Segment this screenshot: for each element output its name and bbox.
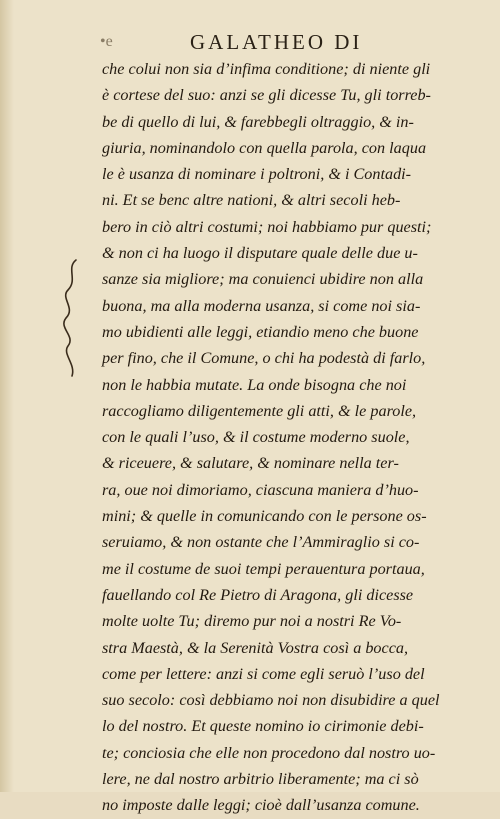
text-line: buona, ma alla moderna usanza, si come noi sia- [102, 296, 421, 315]
text-line: non le habbia mutate. La onde bisogna che noi [102, 375, 407, 394]
text-line: giuria, nominandolo con quella parola, con laqua [102, 138, 427, 157]
text-line: mo ubidienti alle leggi, etiandio meno che buone [102, 322, 419, 341]
running-title: GALATHEO DI [190, 30, 363, 54]
text-line: be di quello di lui, & farebbegli oltraggio, & in- [102, 112, 414, 131]
text-line: stra Maestà, & la Serenità Vostra così a bocca, [102, 638, 409, 657]
running-header [100, 30, 450, 58]
text-line: seruiamo, & non ostante che l’Ammiraglio si co- [102, 533, 420, 552]
text-line: & non ci ha luogo il disputare quale delle due u- [102, 244, 418, 263]
text-line: mini; & quelle in comunicando con le persone os- [102, 507, 427, 526]
text-line: raccogliamo diligentemente gli atti, & le parole, [102, 401, 417, 420]
text-line: sanze sia migliore; ma conuienci ubidire non alla [102, 270, 424, 289]
text-line: lo del nostro. Et queste nomino io cirimonie debi- [102, 717, 424, 736]
text-line: è cortese del suo: anzi se gli dicesse Tu, gli torreb- [102, 86, 431, 105]
text-line: lere, ne dal nostro arbitrio liberamente; ma ci sò [102, 770, 419, 789]
text-line: per fino, che il Comune, o chi ha podestà di farlo, [102, 349, 426, 368]
body-text [102, 56, 470, 819]
page-gutter-edge [0, 0, 14, 792]
text-line: molte uolte Tu; diremo pur noi a nostri Re Vo- [102, 612, 402, 631]
text-line: te; conciosia che elle non procedono dal nostro uo- [102, 743, 436, 762]
text-line: con le quali l’uso, & il costume moderno suole, [102, 428, 410, 447]
text-line: me il costume de suoi tempi perauentura portaua, [102, 559, 425, 578]
text-line: come per lettere: anzi si come egli seruò l’uso del [102, 664, 425, 683]
text-line: suo secolo: così debbiamo noi non disubidire a quel [102, 691, 440, 710]
handwritten-margin-bracket [56, 258, 86, 378]
text-line: ni. Et se benc altre nationi, & altri secoli heb- [102, 191, 401, 210]
text-line: ra, oue noi dimoriamo, ciascuna maniera d’huo- [102, 480, 419, 499]
text-line: no imposte dalle leggi; cioè dall’usanza comune. [102, 796, 420, 815]
text-line: fauellando col Re Pietro di Aragona, gli dicesse [102, 585, 414, 604]
text-line: che colui non sia d’infima conditione; di niente gli [102, 60, 431, 78]
text-line: le è usanza di nominare i poltroni, & i Contadi- [102, 165, 412, 184]
header-ornament: •e [100, 33, 113, 50]
text-line: & riceuere, & salutare, & nominare nella ter- [102, 454, 399, 473]
text-line: bero in ciò altri costumi; noi habbiamo pur questi; [102, 217, 432, 236]
